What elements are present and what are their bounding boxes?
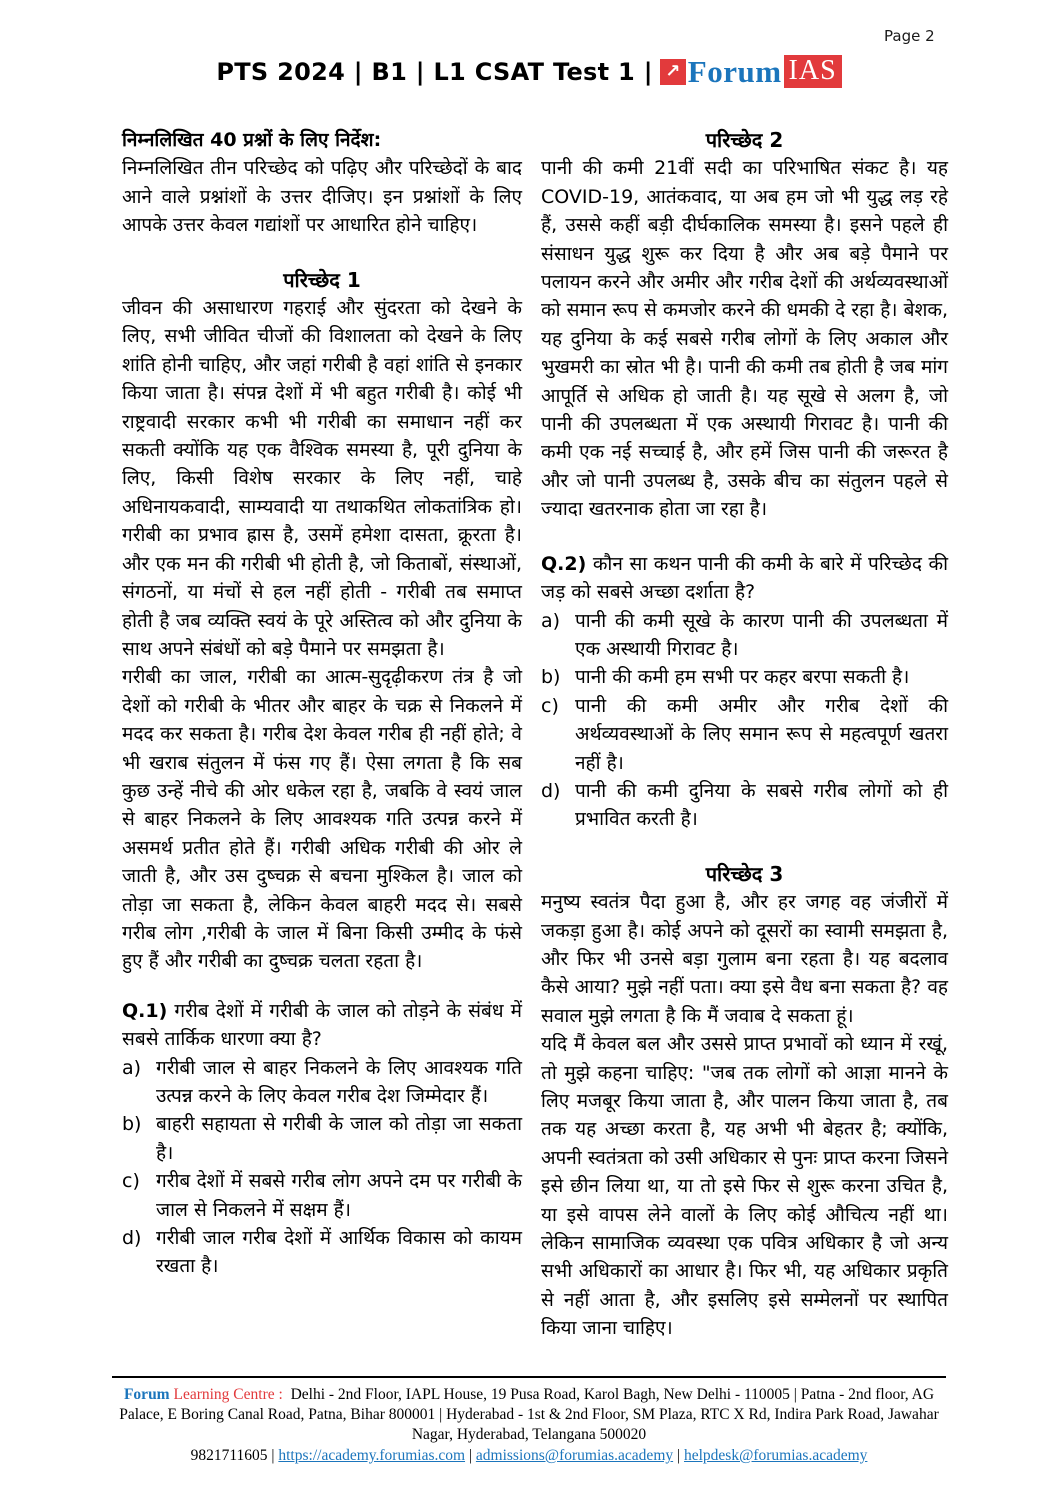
footer — [112, 1376, 946, 1466]
question-2-options — [541, 607, 948, 834]
option-marker: c) — [122, 1170, 140, 1193]
test-title: PTS 2024 | B1 | L1 CSAT Test 1 | — [216, 57, 653, 86]
page-header — [0, 55, 1058, 88]
arrow-up-right-icon: ↗ — [660, 59, 686, 85]
option-text: गरीबी जाल गरीब देशों में आर्थिक विकास को कायम रखता है। — [156, 1227, 522, 1278]
footer-admissions-email-link[interactable]: admissions@forumias.academy — [475, 1447, 674, 1464]
directions-heading: निम्नलिखित 40 प्रश्नों के लिए निर्देश: — [122, 129, 382, 151]
option-text: गरीबी जाल से बाहर निकलने के लिए आवश्यक गति उत्पन्न करने के लिए केवल गरीब देश जिम्मेदार हैं। — [156, 1056, 522, 1107]
passage1-heading: परिच्छेद 1 — [283, 267, 361, 292]
footer-brand-rest: Learning Centre : — [173, 1386, 283, 1403]
option-marker: a) — [541, 609, 561, 632]
question-1-options — [122, 1054, 522, 1281]
option-b — [122, 1110, 522, 1167]
option-marker: d) — [122, 1227, 142, 1250]
option-c — [122, 1167, 522, 1224]
passage1-para2: गरीबी का जाल, गरीबी का आत्म-सुदृढ़ीकरण तंत्र है जो देशों को गरीबी के भीतर और बाहर के चक्र से निकलने में मदद कर सकता है। गरीब देश केवल गरीब ही नहीं होते; वे भी खराब संतुलन में फंस गए हैं। ऐसा लगता है कि सब कुछ उन्हें नीचे की ओर धकेल रहा है, जबकि वे स्वयं जाल से बाहर निकलने के लिए आवश्यक गति उत्पन्न करने में असमर्थ प्रतीत होते हैं। गरीबी अधिक गरीबी की ओर ले जाती है, और उस दुष्चक्र से बचना मुश्किल है। जाल को तोड़ा जा सकता है, लेकिन केवल बाहरी मदद से। सबसे गरीब लोग ,गरीबी के जाल में बिना किसी उम्मीद के फंसे हुए हैं और गरीबी का दुष्चक्र चलता रहता है। — [122, 666, 522, 973]
footer-brand-forum: Forum — [123, 1386, 170, 1403]
passage3-heading: परिच्छेद 3 — [705, 861, 784, 886]
footer-helpdesk-email-link[interactable]: helpdesk@forumias.academy — [683, 1447, 868, 1464]
option-text: पानी की कमी दुनिया के सबसे गरीब लोगों को ही प्रभावित करती है। — [575, 779, 948, 831]
option-text: बाहरी सहायता से गरीबी के जाल को तोड़ा जा सकता है। — [156, 1113, 522, 1164]
option-text: पानी की कमी हम सभी पर कहर बरपा सकती है। — [575, 666, 910, 689]
two-column-content — [122, 126, 948, 1343]
left-column — [122, 126, 522, 1343]
page-number-label: Page 2 — [884, 27, 935, 45]
option-marker: a) — [122, 1056, 142, 1079]
option-d — [541, 777, 948, 834]
option-c — [541, 692, 948, 777]
option-text: पानी की कमी सूखे के कारण पानी की उपलब्धता में एक अस्थायी गिरावट है। — [575, 609, 948, 660]
option-d — [122, 1224, 522, 1281]
footer-separator: | — [468, 1447, 473, 1464]
option-a — [122, 1054, 522, 1111]
forumias-logo — [660, 55, 842, 88]
passage2-heading: परिच्छेद 2 — [705, 128, 784, 152]
option-b — [541, 663, 948, 691]
option-marker: b) — [541, 666, 561, 689]
question-1 — [122, 997, 522, 1054]
option-a — [541, 607, 948, 664]
question-1-label: Q.1) — [122, 999, 168, 1022]
passage2-para1: पानी की कमी 21वीं सदी का परिभाषित संकट है। यह COVID-19, आतंकवाद, या अब हम जो भी युद्ध लड़ रहे हैं, उससे कहीं बड़ी दीर्घकालिक समस्या है। इसने पहले ही संसाधन युद्ध शुरू कर दिया है और अब बड़े पैमाने पर पलायन करने और अमीर और गरीब देशों की अर्थव्यवस्थाओं को समान रूप से कमजोर करने की धमकी दे रहा है। बेशक, यह दुनिया के कई सबसे गरीब लोगों के लिए अकाल और भुखमरी का स्रोत भी है। पानी की कमी तब होती है जब मांग आपूर्ति से अधिक हो जाती है। यह सूखे से अलग है, जो पानी की उपलब्धता में एक अस्थायी गिरावट है। पानी की कमी एक नई सच्चाई है, और हमें जिस पानी की जरूरत है और जो पानी उपलब्ध है, उसके बीच का संतुलन पहले से ज्यादा खतरनाक होता जा रहा है। — [541, 157, 948, 521]
logo-forum-text: Forum — [687, 54, 782, 89]
option-marker: c) — [541, 694, 559, 717]
directions-body: निम्नलिखित तीन परिच्छेद को पढ़िए और परिच्छेदों के बाद आने वाले प्रश्नांशों के उत्तर दीजिए। इन प्रश्नांशों के लिए आपके उत्तर केवल गद्यांशों पर आधारित होने चाहिए। — [122, 157, 522, 237]
passage3-para1: मनुष्य स्वतंत्र पैदा हुआ है, और हर जगह वह जंजीरों में जकड़ा हुआ है। कोई अपने को दूसरों का स्वामी समझता है, और फिर भी उनसे बड़ा गुलाम बना रहता है। यह बदलाव कैसे आया? मुझे नहीं पता। क्या इसे वैध बना सकता है? वह सवाल मुझे लगता है कि मैं जवाब दे सकता हूं। — [541, 891, 948, 1027]
option-text: गरीब देशों में सबसे गरीब लोग अपने दम पर गरीबी के जाल से निकलने में सक्षम हैं। — [156, 1170, 522, 1221]
footer-address-text: Delhi - 2nd Floor, IAPL House, 19 Pusa Road, Karol Bagh, New Delhi - 110005 | Patna - 2nd floor, AG Palace, E Boring Canal Road, Patna, Bihar 800001 | Hyderabad - 1st & 2nd Floor, SM Plaza, RTC X Rd, Indira Park Road, Jawahar Nagar, Hyderabad, Telangana 500020 — [119, 1386, 939, 1443]
footer-website-link[interactable]: https://academy.forumias.com — [278, 1447, 466, 1464]
footer-phone: 9821711605 — [190, 1447, 268, 1464]
footer-separator: | — [271, 1447, 275, 1464]
footer-links — [112, 1446, 946, 1466]
option-marker: d) — [541, 779, 561, 802]
passage3-para2: यदि मैं केवल बल और उससे प्राप्त प्रभावों को ध्यान में रखूं, तो मुझे कहना चाहिए: "जब तक लोगों को आज्ञा मानने के लिए मजबूर किया जाता है, और पालन किया जाता है, तब तक यह अच्छा करता है, यह अभी भी बेहतर है; क्योंकि, अपनी स्वतंत्रता को उसी अधिकार से पुनः प्राप्त करना जिसने इसे छीन लिया था, या तो इसे फिर से शुरू करना उचित है, या इसे वापस लेने वालों के लिए कोई औचित्य नहीं था। लेकिन सामाजिक व्यवस्था एक पवित्र अधिकार है जो अन्य सभी अधिकारों का आधार है। फिर भी, यह अधिकार प्रकृति से नहीं आता है, और इसलिए इसे सम्मेलनों पर स्थापित किया जाना चाहिए। — [541, 1033, 948, 1340]
option-marker: b) — [122, 1113, 142, 1136]
question-2-label: Q.2) — [541, 552, 587, 575]
logo-ias-badge: IAS — [784, 55, 842, 88]
question-2-text: कौन सा कथन पानी की कमी के बारे में परिच्छेद की जड़ को सबसे अच्छा दर्शाता है? — [541, 552, 948, 604]
right-column — [541, 126, 948, 1343]
question-1-text: गरीब देशों में गरीबी के जाल को तोड़ने के संबंध में सबसे तार्किक धारणा क्या है? — [122, 999, 523, 1051]
footer-address — [112, 1385, 946, 1445]
option-text: पानी की कमी अमीर और गरीब देशों की अर्थव्यवस्थाओं के लिए समान रूप से महत्वपूर्ण खतरा नहीं है। — [575, 694, 948, 774]
passage1-para1: जीवन की असाधारण गहराई और सुंदरता को देखने के लिए, सभी जीवित चीजों की विशालता को देखने के लिए शांति होनी चाहिए, और जहां गरीबी है वहां शांति से इनकार किया जाता है। संपन्न देशों में भी बहुत गरीबी है। कोई भी राष्ट्रवादी सरकार कभी भी गरीबी का समाधान नहीं कर सकती क्योंकि यह एक वैश्विक समस्या है, पूरी दुनिया के लिए, किसी विशेष सरकार के लिए नहीं, चाहे अधिनायकवादी, साम्यवादी या तथाकथित लोकतांत्रिक हो। गरीबी का प्रभाव ह्रास है, उसमें हमेशा दासता, क्रूरता है। और एक मन की गरीबी भी होती है, जो किताबों, संस्थाओं, संगठनों, या मंचों से हल नहीं होती - गरीबी तब समाप्त होती है जब व्यक्ति स्वयं के पूरे अस्तित्व को और दुनिया के साथ अपने संबंधों को बड़े पैमाने पर समझता है। — [122, 297, 522, 660]
footer-separator: | — [677, 1447, 681, 1464]
question-2 — [541, 550, 948, 607]
